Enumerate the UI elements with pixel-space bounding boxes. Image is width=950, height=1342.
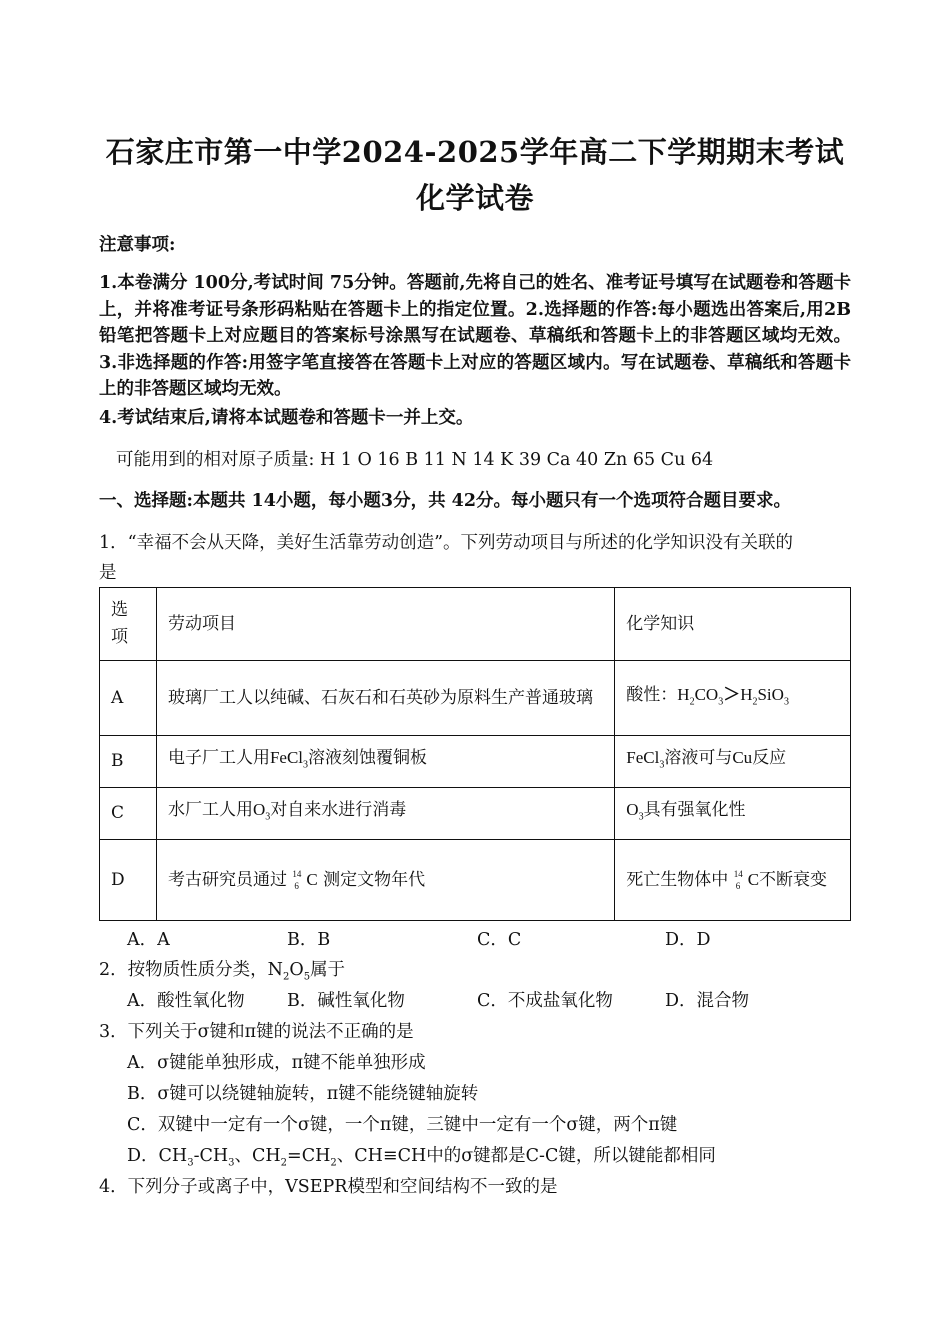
row-a-knowledge-prefix: 酸性： bbox=[626, 684, 678, 705]
ozone-formula: $O_3$ bbox=[626, 800, 644, 823]
q2-option-d: D．混合物 bbox=[665, 991, 750, 1011]
header-option-cell bbox=[100, 588, 157, 661]
q2-stem: 2．按物质性质分类，$N_2O_5$属于 bbox=[99, 960, 346, 983]
section-heading: 一、选择题:本题共 14小题，每小题3分，共 42分。每小题只有一个选项符合题目要求。 bbox=[99, 491, 792, 511]
row-d-option: D bbox=[100, 840, 157, 921]
atomic-masses: 可能用到的相对原子质量: H 1 O 16 B 11 N 14 K 39 Ca 40 Zn 65 Cu 64 bbox=[116, 450, 714, 470]
row-a-option: A bbox=[100, 661, 157, 736]
table-header-row bbox=[100, 588, 851, 661]
carbon14-isotope: 14 6 bbox=[733, 868, 743, 891]
header-knowledge-cell: 化学知识 bbox=[615, 588, 851, 661]
q2-option-b: B．碱性氧化物 bbox=[287, 991, 405, 1011]
acidity-formula: $H_2CO_3>H_2SiO_3$ bbox=[677, 684, 789, 708]
q3-stem: 3．下列关于σ键和π键的说法不正确的是 bbox=[99, 1022, 414, 1042]
header-option-text-1: 选 bbox=[111, 600, 128, 620]
fecl3-formula: FeCl$_3$ bbox=[269, 748, 309, 771]
carbon14-isotope: 14 6 bbox=[292, 868, 302, 891]
row-b-labor: 电子厂工人用FeCl$_3$溶液刻蚀覆铜板 bbox=[156, 736, 614, 788]
q2-option-c: C．不成盐氧化物 bbox=[477, 991, 613, 1011]
table-row bbox=[100, 736, 851, 788]
q3-option-c: C．双键中一定有一个σ键，一个π键，三键中一定有一个σ键，两个π键 bbox=[127, 1115, 678, 1135]
q1-stem-line1: 1．“幸福不会从天降，美好生活靠劳动创造”。下列劳动项目与所述的化学知识没有关联的 bbox=[99, 533, 794, 553]
table-row bbox=[100, 661, 851, 736]
row-b-knowledge: FeCl$_3$溶液可与Cu反应 bbox=[615, 736, 851, 788]
table-row bbox=[100, 840, 851, 921]
row-d-knowledge: 死亡生物体中 14 6 C不断衰变 bbox=[615, 840, 851, 921]
row-b-option: B bbox=[100, 736, 157, 788]
q1-option-d: D．D bbox=[665, 930, 711, 950]
header-labor-cell: 劳动项目 bbox=[156, 588, 614, 661]
notice-heading: 注意事项: bbox=[99, 235, 176, 255]
q4-stem: 4．下列分子或离子中，VSEPR模型和空间结构不一致的是 bbox=[99, 1177, 558, 1197]
row-c-option: C bbox=[100, 788, 157, 840]
cu-formula: Cu bbox=[732, 748, 753, 768]
exam-subtitle: 化学试卷 bbox=[415, 181, 534, 215]
header-option-text-2: 项 bbox=[111, 627, 128, 647]
q1-stem-line2: 是 bbox=[99, 563, 117, 583]
q3-option-b: B．σ键可以绕键轴旋转，π键不能绕键轴旋转 bbox=[127, 1084, 479, 1104]
table-row bbox=[100, 788, 851, 840]
q3-option-d: D．$CH_3-CH_3$、$CH_2=CH_2$、CH≡CH中的σ键都是C-C键，所以键能都相同 bbox=[127, 1146, 716, 1169]
q1-table bbox=[99, 587, 851, 921]
row-c-labor: 水厂工人用$O_3$对自来水进行消毒 bbox=[156, 788, 614, 840]
q2-option-a: A．酸性氧化物 bbox=[127, 991, 245, 1011]
notice-paragraph-2: 4.考试结束后,请将本试题卷和答题卡一并上交。 bbox=[99, 408, 474, 428]
q1-option-a: A．A bbox=[127, 930, 170, 950]
ozone-formula: $O_3$ bbox=[252, 800, 271, 823]
row-c-knowledge: $O_3$具有强氧化性 bbox=[615, 788, 851, 840]
fecl3-formula: FeCl$_3$ bbox=[626, 748, 665, 771]
row-a-knowledge bbox=[615, 661, 851, 736]
row-a-labor: 玻璃厂工人以纯碱、石灰石和石英砂为原料生产普通玻璃 bbox=[156, 661, 614, 736]
row-d-labor: 考古研究员通过 14 6 C 测定文物年代 bbox=[156, 840, 614, 921]
q1-option-c: C．C bbox=[477, 930, 522, 950]
exam-title: 石家庄市第一中学2024-2025学年高二下学期期末考试 bbox=[105, 135, 845, 169]
q1-option-b: B．B bbox=[287, 930, 331, 950]
q3-option-a: A．σ键能单独形成，π键不能单独形成 bbox=[127, 1053, 426, 1073]
notice-paragraph-1: 1.本卷满分 100分,考试时间 75分钟。答题前,先将自己的姓名、准考证号填写在试题卷和答题卡上，并将准考证号条形码粘贴在答题卡上的指定位置。2.选择题的作答:每小题选出答案后,用2B铅笔把答题卡上对应题目的答案标号涂黑写在试题卷、草稿纸和答题卡上的非答题区域均无效。3.非选择题的作答:用签字笔直接答在答题卡上对应的答题区域内。写在试题卷、草稿纸和答题卡上的非答题区域均无效。 bbox=[99, 273, 851, 399]
